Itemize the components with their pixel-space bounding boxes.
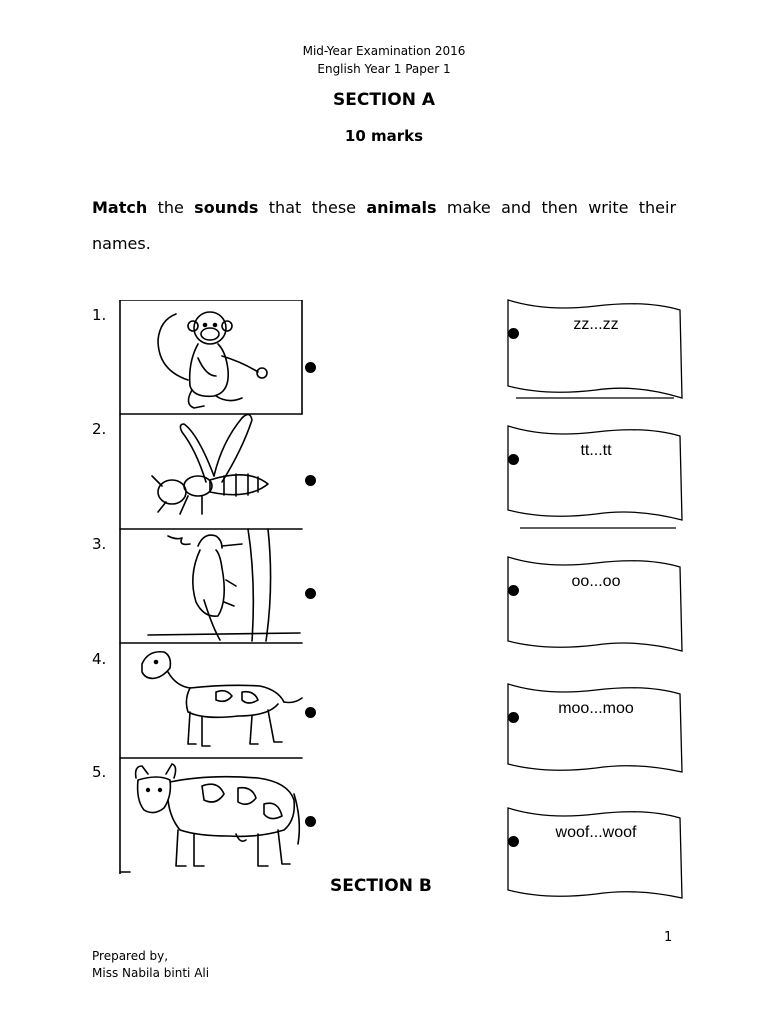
monkey-icon bbox=[158, 312, 267, 408]
sound-card-3 bbox=[506, 555, 686, 665]
sound-card-4 bbox=[506, 682, 686, 792]
sound-text: zz...zz bbox=[573, 316, 619, 333]
sound-card-1 bbox=[506, 298, 686, 408]
page-number: 1 bbox=[664, 930, 673, 945]
match-dot-left-2[interactable] bbox=[305, 475, 316, 486]
dog-icon bbox=[142, 652, 302, 746]
item-number-4: 4. bbox=[92, 650, 107, 668]
instruction-word: make and then write their names. bbox=[92, 198, 677, 253]
item-number-5: 5. bbox=[92, 763, 107, 781]
exam-title: Mid-Year Examination 2016 bbox=[302, 44, 466, 58]
woodpecker-icon bbox=[148, 529, 300, 641]
instruction-word: Match bbox=[92, 198, 148, 217]
section-b-heading: SECTION B bbox=[330, 876, 432, 896]
sound-text: moo...moo bbox=[558, 700, 634, 717]
match-dot-left-4[interactable] bbox=[305, 707, 316, 718]
sound-card-5 bbox=[506, 806, 686, 916]
item-number-1: 1. bbox=[92, 306, 107, 324]
instruction-word: the bbox=[157, 198, 184, 217]
instruction-word: that these bbox=[268, 198, 357, 217]
match-dot-left-1[interactable] bbox=[305, 362, 316, 373]
item-number-2: 2. bbox=[92, 420, 107, 438]
instruction-text bbox=[92, 190, 676, 262]
sound-text: oo...oo bbox=[571, 573, 621, 590]
instruction-word: animals bbox=[366, 198, 437, 217]
marks-label: 10 marks bbox=[344, 127, 424, 145]
sound-card-2 bbox=[506, 424, 686, 534]
section-a-heading: SECTION A bbox=[332, 90, 435, 110]
footer-author: Miss Nabila binti Ali bbox=[92, 966, 210, 980]
animal-picture-column bbox=[118, 300, 304, 874]
bee-icon bbox=[152, 414, 268, 514]
footer-prepared-by: Prepared by, bbox=[92, 949, 169, 963]
cow-icon bbox=[136, 764, 300, 866]
instruction-word: sounds bbox=[194, 198, 259, 217]
sound-text: tt...tt bbox=[580, 442, 612, 459]
item-number-3: 3. bbox=[92, 535, 107, 553]
match-dot-left-5[interactable] bbox=[305, 816, 316, 827]
match-dot-left-3[interactable] bbox=[305, 588, 316, 599]
sound-text: woof...woof bbox=[555, 824, 637, 841]
exam-subtitle: English Year 1 Paper 1 bbox=[317, 62, 451, 76]
